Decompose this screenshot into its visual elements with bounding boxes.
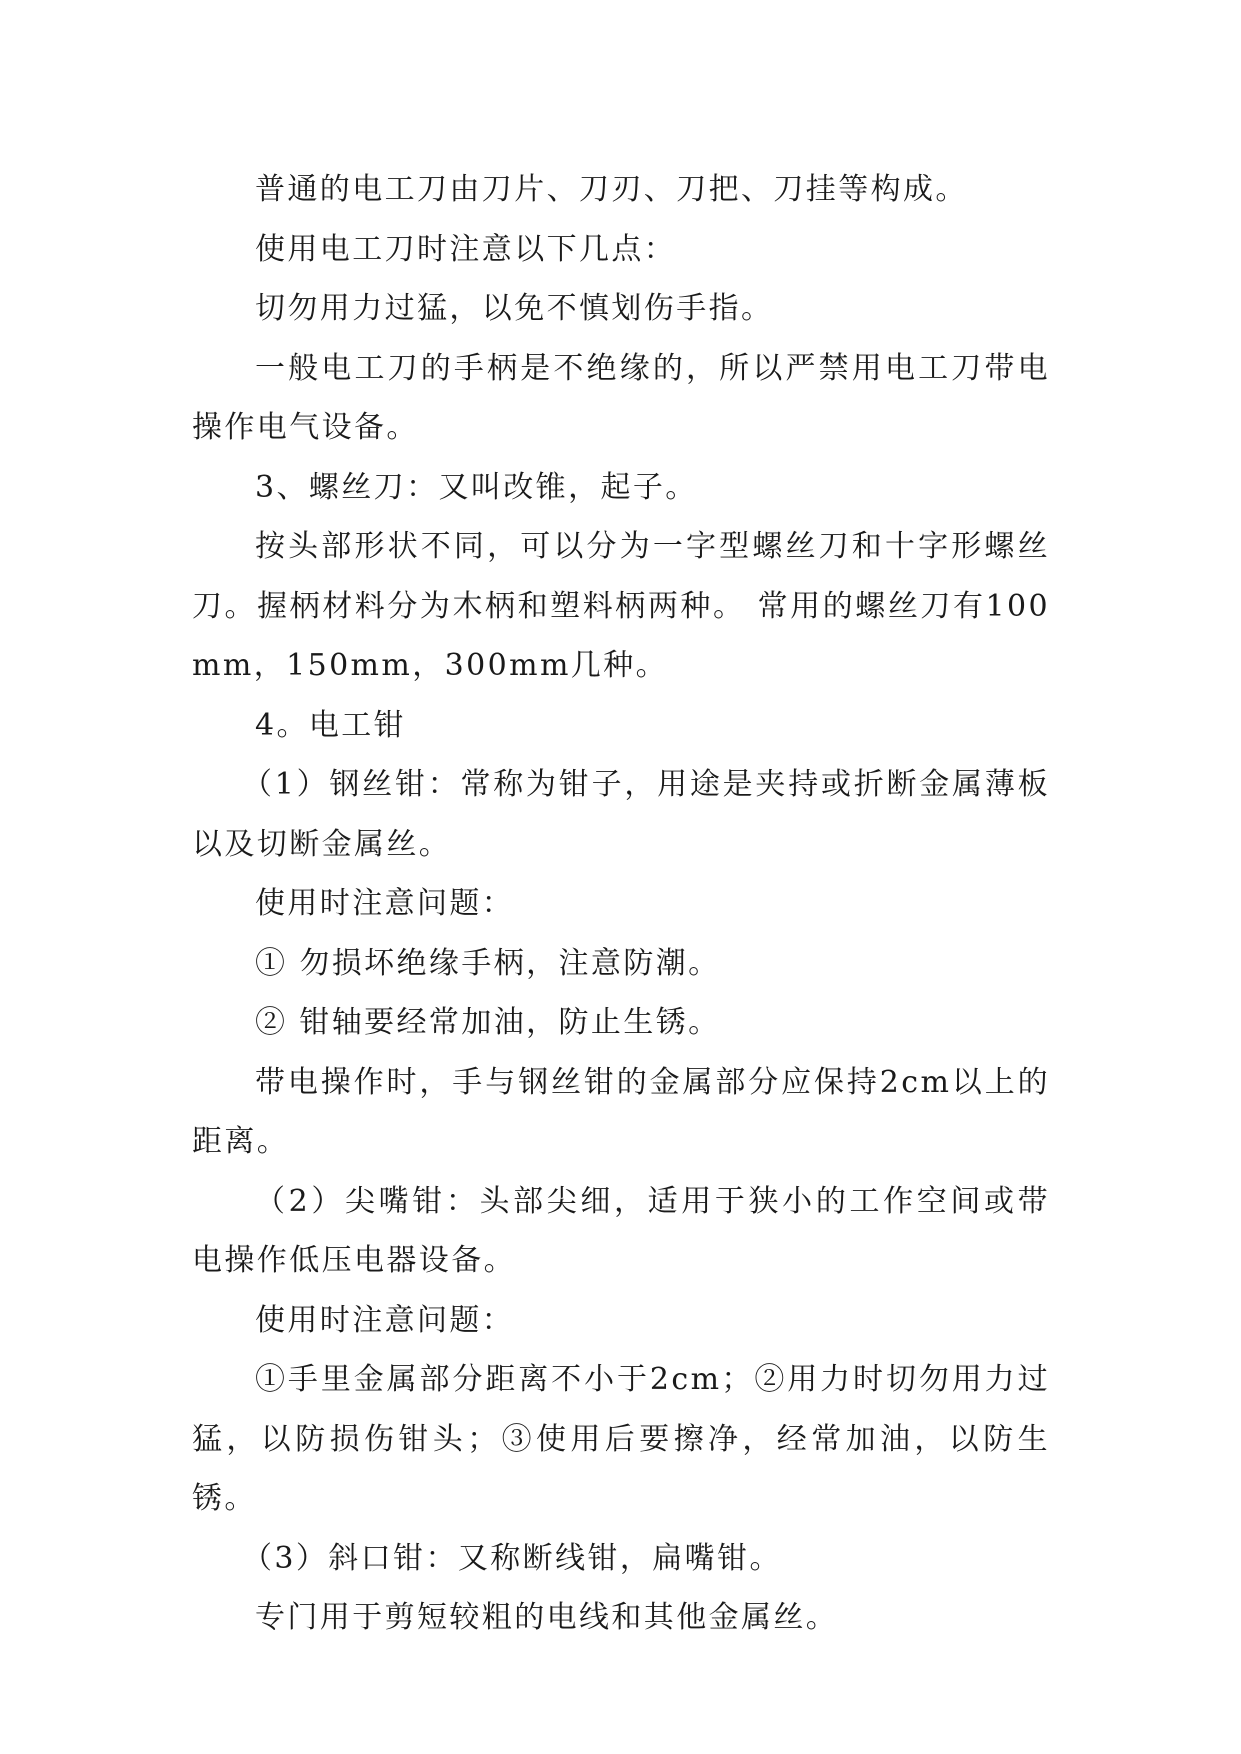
paragraph-knife-caution: 切勿用力过猛，以免不慎划伤手指。 bbox=[255, 291, 774, 326]
paragraph-knife-insulation: 一般电工刀的手柄是不绝缘的，所以严禁用电工刀带电操作电气设备。 bbox=[192, 350, 1050, 445]
document-body bbox=[192, 160, 1050, 1648]
paragraph-wire-pliers-note-1: ① 勿损坏绝缘手柄，注意防潮。 bbox=[255, 945, 721, 981]
paragraph-screwdriver-types: 按头部形状不同，可以分为一字型螺丝刀和十字形螺丝刀。握柄材料分为木柄和塑料柄两种。 常用的螺丝刀有100mm，150mm，300mm几种。 bbox=[192, 529, 1050, 683]
paragraph-diagonal-pliers-use: 专门用于剪短较粗的电线和其他金属丝。 bbox=[255, 1600, 839, 1635]
paragraph-diagonal-pliers: （3）斜口钳：又称断线钳，扁嘴钳。 bbox=[242, 1540, 782, 1576]
paragraph-screwdriver-heading: 3、螺丝刀：又叫改锥，起子。 bbox=[255, 469, 698, 505]
paragraph-wire-pliers-note-2: ② 钳轴要经常加油，防止生锈。 bbox=[255, 1005, 721, 1040]
paragraph-needle-nose-notes-heading: 使用时注意问题： bbox=[255, 1302, 515, 1338]
paragraph-needle-nose-notes: ①手里金属部分距离不小于2cm；②用力时切勿用力过猛，以防损伤钳头；③使用后要擦净，经常加油，以防生锈。 bbox=[192, 1362, 1050, 1516]
paragraph-pliers-heading: 4。电工钳 bbox=[255, 707, 407, 743]
paragraph-wire-pliers: （1）钢丝钳：常称为钳子，用途是夹持或折断金属薄板以及切断金属丝。 bbox=[192, 767, 1050, 862]
paragraph-knife-notes-heading: 使用电工刀时注意以下几点： bbox=[255, 231, 677, 267]
paragraph-knife-parts: 普通的电工刀由刀片、刀刃、刀把、刀挂等构成。 bbox=[255, 172, 968, 207]
paragraph-live-operation: 带电操作时，手与钢丝钳的金属部分应保持2cm以上的距离。 bbox=[192, 1064, 1050, 1159]
paragraph-wire-pliers-notes-heading: 使用时注意问题： bbox=[255, 886, 515, 921]
paragraph-needle-nose-pliers: （2）尖嘴钳：头部尖细，适用于狭小的工作空间或带电操作低压电器设备。 bbox=[192, 1183, 1050, 1278]
